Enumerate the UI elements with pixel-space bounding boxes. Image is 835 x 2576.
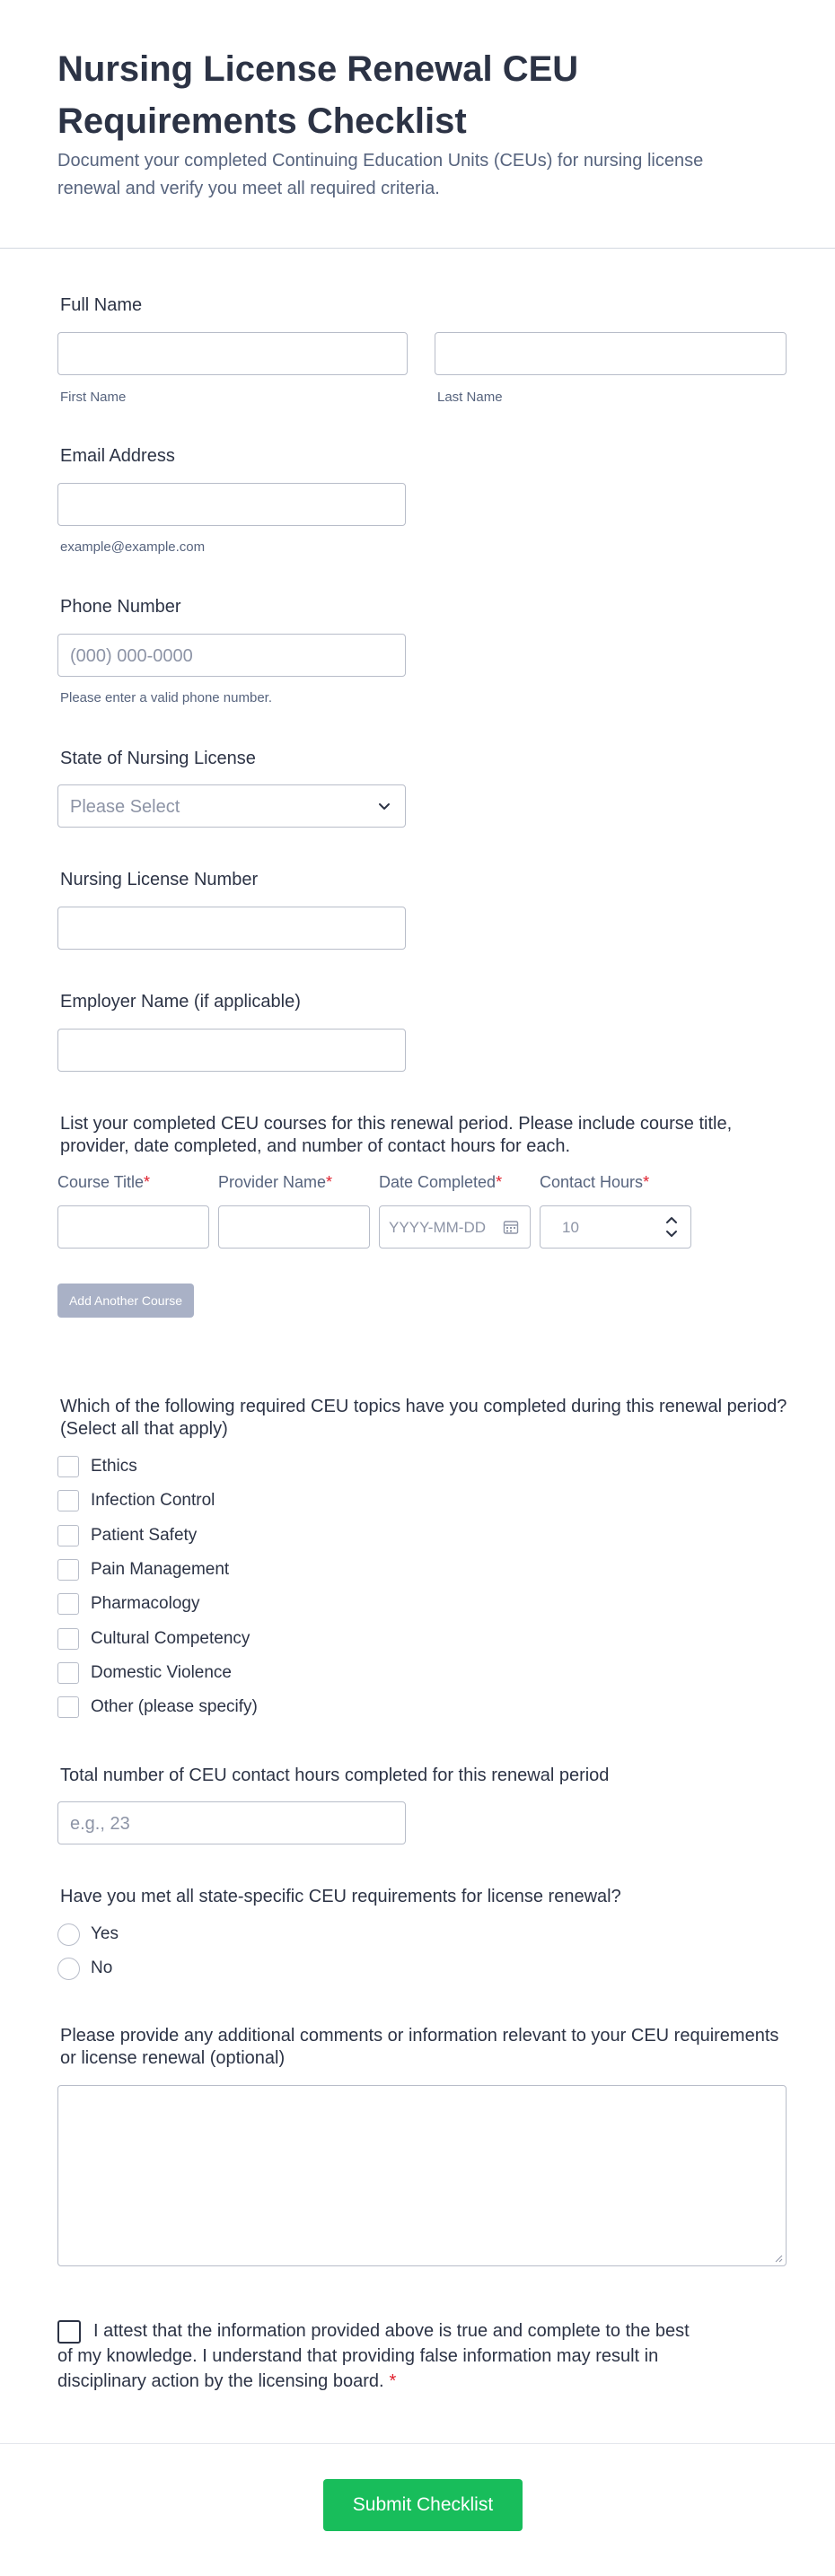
checkbox[interactable] [57, 1593, 79, 1615]
email-sublabel: example@example.com [60, 539, 206, 555]
radio-button[interactable] [57, 1958, 80, 1980]
courses-label: List your completed CEU courses for this renewal period. Please include course title, provider, date completed, and number of contact hours for each. [60, 1114, 733, 1156]
phone-input[interactable] [57, 634, 406, 677]
add-course-button[interactable]: Add Another Course [57, 1284, 194, 1318]
date-completed-input[interactable] [379, 1205, 531, 1249]
total-hours-label: Total number of CEU contact hours completed for this renewal period [60, 1766, 610, 1785]
checkbox[interactable] [57, 1456, 79, 1477]
comments-label: Please provide any additional comments or information relevant to your CEU requirements or license renewal (optional) [60, 2026, 779, 2068]
checkbox[interactable] [57, 1662, 79, 1684]
email-label: Email Address [60, 446, 175, 466]
footer-divider [0, 2443, 835, 2444]
resize-handle-icon[interactable] [774, 2254, 783, 2263]
total-hours-input[interactable] [57, 1801, 406, 1844]
course-title-column-header: Course Title* [57, 1173, 151, 1191]
phone-placeholder: (000) 000-0000 [70, 646, 193, 666]
email-input[interactable] [57, 483, 406, 526]
checkbox[interactable] [57, 1696, 79, 1718]
submit-button[interactable]: Submit Checklist [323, 2479, 523, 2531]
state-select-value: Please Select [70, 797, 180, 817]
first-name-input[interactable] [57, 332, 408, 375]
page-subtitle: Document your completed Continuing Education Units (CEUs) for nursing license renewal and verify you meet all required criteria. [57, 151, 704, 198]
phone-sublabel: Please enter a valid phone number. [60, 690, 272, 705]
required-mark: * [389, 2371, 397, 2391]
checkbox[interactable] [57, 1559, 79, 1581]
checkbox[interactable] [57, 1628, 79, 1650]
employer-input[interactable] [57, 1029, 406, 1072]
state-label: State of Nursing License [60, 749, 256, 768]
date-placeholder: YYYY-MM-DD [389, 1219, 486, 1236]
state-requirements-label: Have you met all state-specific CEU requirements for license renewal? [60, 1887, 621, 1906]
calendar-icon[interactable] [503, 1219, 519, 1235]
comments-textarea[interactable] [57, 2085, 787, 2266]
checkbox[interactable] [57, 1490, 79, 1511]
total-hours-placeholder: e.g., 23 [70, 1814, 130, 1834]
attestation-text: I attest that the information provided above is true and complete to the best of my knowledge. I understand that providing false information may result in disciplinary action by the licensing board. * [57, 2321, 690, 2391]
last-name-input[interactable] [435, 332, 787, 375]
phone-label: Phone Number [60, 597, 181, 617]
last-name-sublabel: Last Name [437, 390, 503, 405]
state-select[interactable] [57, 784, 406, 828]
provider-name-input[interactable] [218, 1205, 370, 1249]
license-number-input[interactable] [57, 907, 406, 950]
first-name-sublabel: First Name [60, 390, 127, 405]
contact-hours-column-header: Contact Hours* [540, 1173, 650, 1191]
page-title: Nursing License Renewal CEU Requirements Checklist [57, 49, 579, 141]
date-completed-column-header: Date Completed* [379, 1173, 503, 1191]
checkbox[interactable] [57, 1525, 79, 1546]
contact-hours-stepper[interactable] [540, 1205, 691, 1249]
form-header [0, 0, 835, 249]
topics-label: Which of the following required CEU topics have you completed during this renewal period? (Select all that apply) [60, 1397, 787, 1439]
full-name-label: Full Name [60, 295, 143, 315]
course-title-input[interactable] [57, 1205, 209, 1249]
license-number-label: Nursing License Number [60, 870, 259, 889]
contact-hours-placeholder: 10 [562, 1219, 579, 1236]
chevron-down-icon [376, 798, 392, 814]
radio-button[interactable] [57, 1923, 80, 1946]
employer-label: Employer Name (if applicable) [60, 992, 301, 1012]
stepper-arrows-icon[interactable] [665, 1215, 678, 1239]
provider-name-column-header: Provider Name* [218, 1173, 333, 1191]
